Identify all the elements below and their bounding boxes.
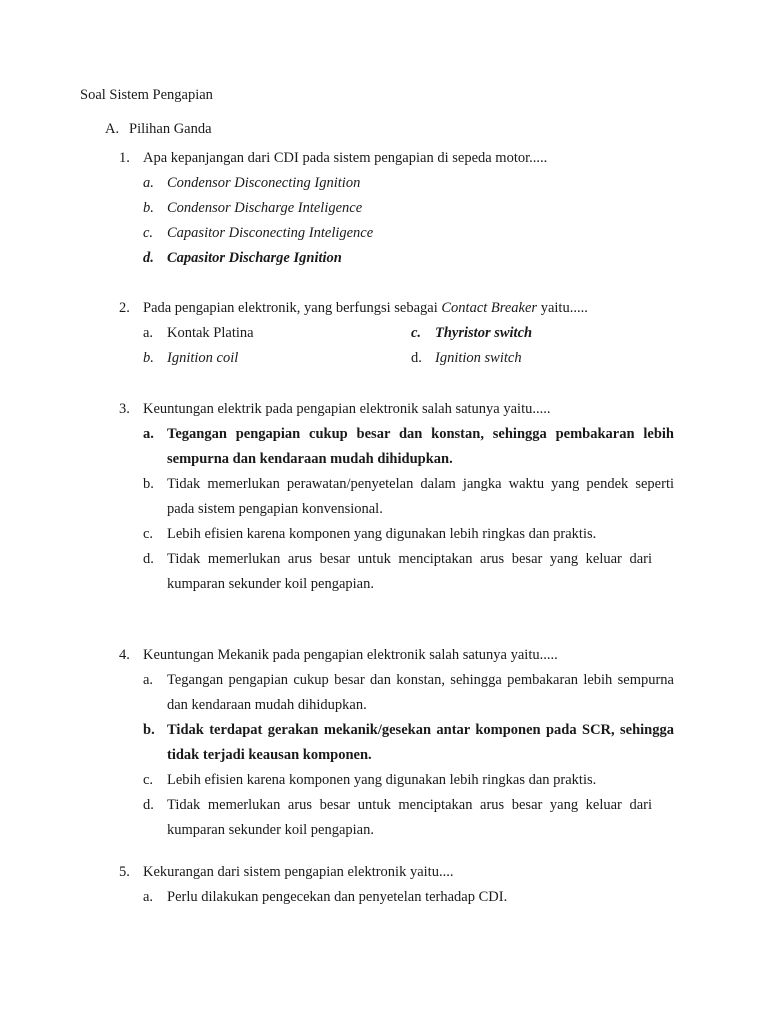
- question-number: 1.: [119, 150, 130, 166]
- option-list: [143, 668, 674, 843]
- option-letter: d.: [143, 250, 154, 266]
- question-stem: Kekurangan dari sistem pengapian elektronik yaitu....: [143, 864, 454, 880]
- question-number: 2.: [119, 300, 130, 316]
- question-1: [119, 146, 679, 271]
- option-letter: a.: [143, 175, 154, 191]
- option-item: [143, 171, 679, 196]
- option-letter: a.: [143, 889, 154, 905]
- option-text: Lebih efisien karena komponen yang digunakan lebih ringkas dan praktis.: [167, 772, 597, 788]
- question-number: 5.: [119, 864, 130, 880]
- section-label: Pilihan Ganda: [129, 121, 212, 137]
- option-item: [411, 346, 679, 371]
- option-text: Thyristor switch: [435, 325, 533, 341]
- question-number: 3.: [119, 401, 130, 417]
- option-text: Condensor Discharge Inteligence: [167, 200, 363, 216]
- option-item: [143, 718, 674, 768]
- option-text: Ignition switch: [435, 350, 522, 366]
- option-item: [143, 472, 674, 522]
- question-stem: Apa kepanjangan dari CDI pada sistem pengapian di sepeda motor.....: [143, 150, 548, 166]
- option-item: [143, 246, 679, 271]
- option-letter: b.: [143, 350, 154, 366]
- option-item: [411, 321, 679, 346]
- question-4: [119, 643, 679, 843]
- option-letter: c.: [143, 772, 154, 788]
- option-letter: b.: [143, 722, 155, 738]
- option-text: Tidak memerlukan perawatan/penyetelan dalam jangka waktu yang pendek seperti pada sistem pengapian konvensional.: [167, 476, 674, 517]
- option-item: [143, 793, 674, 843]
- option-list: [143, 321, 679, 371]
- option-list: [143, 422, 674, 597]
- option-item: [143, 885, 679, 910]
- option-text: Lebih efisien karena komponen yang digunakan lebih ringkas dan praktis.: [167, 526, 597, 542]
- option-text: Ignition coil: [167, 350, 239, 366]
- question-stem: Keuntungan Mekanik pada pengapian elektronik salah satunya yaitu.....: [143, 647, 558, 663]
- option-letter: b.: [143, 200, 154, 216]
- option-text: Tegangan pengapian cukup besar dan konstan, sehingga pembakaran lebih sempurna dan kendaraan mudah dihidupkan.: [167, 426, 674, 467]
- section-letter: A.: [105, 121, 120, 137]
- question-stem-part: yaitu.....: [537, 300, 588, 316]
- option-item: [143, 668, 674, 718]
- question-stem-emphasis: Contact Breaker: [441, 300, 538, 316]
- option-item: [143, 321, 411, 346]
- option-text: Condensor Disconecting Ignition: [167, 175, 361, 191]
- option-item: [143, 221, 679, 246]
- option-text: Kontak Platina: [167, 325, 254, 341]
- option-item: [143, 768, 674, 793]
- question-stem: Keuntungan elektrik pada pengapian elektronik salah satunya yaitu.....: [143, 401, 551, 417]
- option-item: [143, 422, 674, 472]
- option-letter: c.: [143, 225, 154, 241]
- option-list: [143, 885, 679, 910]
- option-letter: d.: [143, 551, 154, 567]
- option-text: Tidak memerlukan arus besar untuk menciptakan arus besar yang keluar dari kumparan sekunder koil pengapian.: [167, 551, 652, 592]
- option-item: [143, 196, 679, 221]
- option-text: Tegangan pengapian cukup besar dan konstan, sehingga pembakaran lebih sempurna dan kendaraan mudah dihidupkan.: [167, 672, 674, 713]
- option-letter: c.: [411, 325, 422, 341]
- option-item: [143, 346, 411, 371]
- option-text: Tidak terdapat gerakan mekanik/gesekan antar komponen pada SCR, sehingga tidak terjadi keausan komponen.: [167, 722, 674, 763]
- question-stem: [143, 296, 679, 321]
- option-list: [143, 171, 679, 271]
- option-text: Capasitor Disconecting Inteligence: [167, 225, 374, 241]
- option-letter: a.: [143, 426, 154, 442]
- question-2: [119, 296, 679, 371]
- option-letter: b.: [143, 476, 154, 492]
- option-text: Tidak memerlukan arus besar untuk menciptakan arus besar yang keluar dari kumparan sekunder koil pengapian.: [167, 797, 652, 838]
- option-text: Perlu dilakukan pengecekan dan penyetelan terhadap CDI.: [167, 889, 508, 905]
- option-item: [143, 522, 674, 547]
- option-letter: d.: [411, 350, 422, 366]
- section-heading: [105, 121, 212, 138]
- question-3: [119, 397, 679, 597]
- question-number: 4.: [119, 647, 130, 663]
- question-stem-part: Pada pengapian elektronik, yang berfungsi sebagai: [143, 300, 442, 316]
- option-letter: a.: [143, 672, 154, 688]
- document-title: Soal Sistem Pengapian: [80, 87, 213, 103]
- question-5: [119, 860, 679, 910]
- option-letter: a.: [143, 325, 154, 341]
- option-letter: d.: [143, 797, 154, 813]
- option-text: Capasitor Discharge Ignition: [167, 250, 342, 266]
- option-letter: c.: [143, 526, 154, 542]
- option-item: [143, 547, 674, 597]
